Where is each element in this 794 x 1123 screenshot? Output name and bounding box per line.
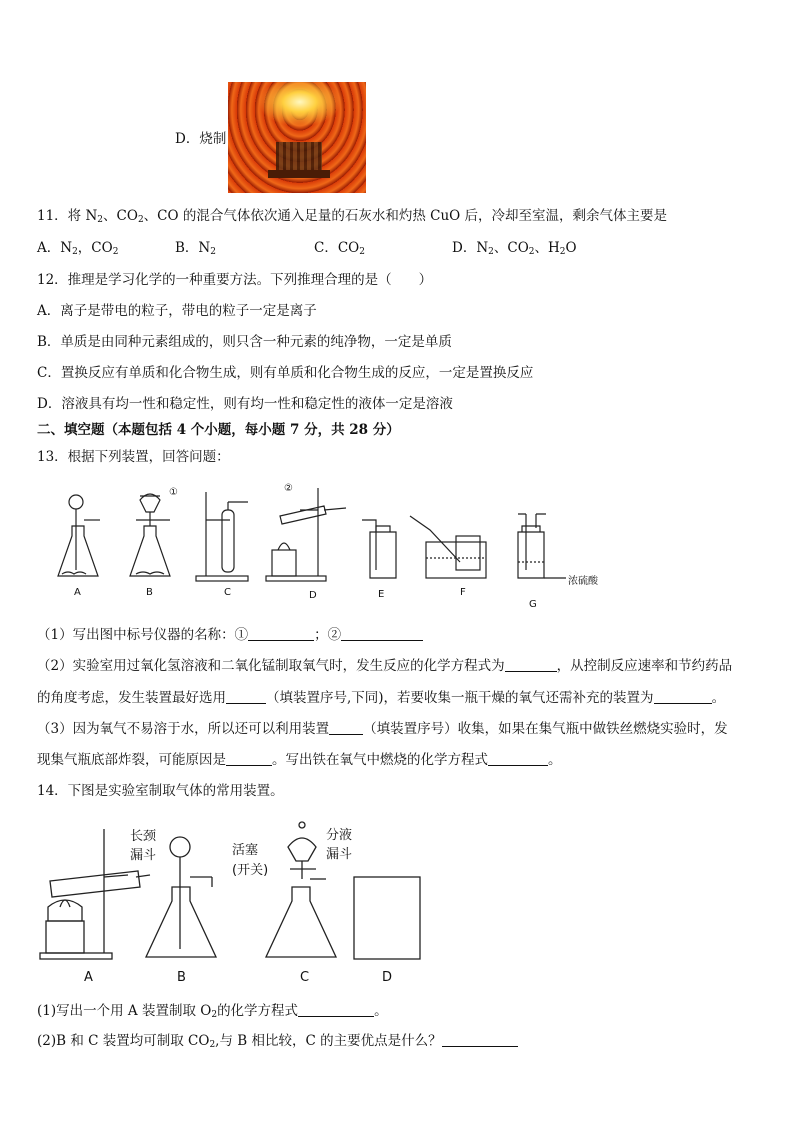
q13-apparatus-diagram bbox=[0, 480, 794, 590]
label-sep-funnel-1: 分液 bbox=[326, 828, 353, 843]
answer-blank[interactable] bbox=[226, 752, 272, 766]
label-valve-2: (开关) bbox=[232, 863, 269, 878]
q11-option-b: B．$N_2$ bbox=[175, 240, 216, 257]
answer-blank[interactable] bbox=[442, 1033, 518, 1047]
q13-label-g: G bbox=[529, 599, 537, 610]
q13-label-a: A bbox=[74, 587, 81, 598]
answer-blank[interactable] bbox=[226, 690, 266, 704]
q14-part2: (2)B 和 C 装置均可制取 $CO_2$,与 B 相比较，C 的主要优点是什么？ bbox=[37, 1032, 518, 1054]
q12-stem: 12．推理是学习化学的一种重要方法。下列推理合理的是（ ） bbox=[37, 272, 433, 288]
apparatus-c bbox=[196, 492, 248, 581]
q12-option-d: D．溶液具有均一性和稳定性，则有均一性和稳定性的液体一定是溶液 bbox=[37, 396, 453, 412]
q12-option-a: A．离子是带电的粒子，带电的粒子一定是离子 bbox=[37, 303, 317, 319]
q11-option-a: A．$N_2$，$CO_2$ bbox=[37, 240, 119, 257]
apparatus-b bbox=[146, 837, 216, 957]
answer-blank[interactable] bbox=[248, 627, 314, 641]
apparatus-g bbox=[518, 514, 566, 578]
apparatus-b bbox=[130, 494, 170, 576]
apparatus-d bbox=[266, 488, 346, 581]
label-sep-funnel-2: 漏斗 bbox=[326, 847, 353, 862]
answer-blank[interactable] bbox=[341, 627, 423, 641]
q13-part2-line1: （2）实验室用过氧化氢溶液和二氧化锰制取氧气时，发生反应的化学方程式为 ，从控制反应速率和节约药品 bbox=[37, 658, 733, 674]
q13-label-c: C bbox=[224, 587, 231, 598]
apparatus-a bbox=[58, 495, 100, 576]
q13-part3-line1: （3）因为氧气不易溶于水，所以还可以利用装置 （填装置序号）收集，如果在集气瓶中做铁丝燃烧实验时，发 bbox=[37, 721, 728, 737]
q11-stem: 11．将 $N_2$、$CO_2$、CO 的混合气体依次通入足量的石灰水和灼热 CuO 后，冷却至室温，剩余气体主要是 bbox=[37, 208, 668, 225]
q14-apparatus-diagram bbox=[0, 815, 794, 970]
q14-stem: 14．下图是实验室制取气体的常用装置。 bbox=[37, 783, 284, 799]
q11-option-d: D．$N_2$、$CO_2$、$H_2O$ bbox=[452, 240, 577, 257]
q13-label-b: B bbox=[146, 587, 153, 598]
apparatus-e bbox=[362, 520, 396, 578]
answer-blank[interactable] bbox=[488, 752, 548, 766]
answer-blank[interactable] bbox=[654, 690, 712, 704]
label-long-funnel-2: 漏斗 bbox=[130, 848, 157, 863]
q13-label-d: D bbox=[309, 590, 317, 601]
q14-label-b: B bbox=[177, 970, 186, 985]
q13-acid-label: 浓硫酸 bbox=[568, 576, 598, 587]
q13-part3-line2: 现集气瓶底部炸裂，可能原因是 。写出铁在氧气中燃烧的化学方程式 。 bbox=[37, 752, 562, 768]
q13-stem: 13．根据下列装置，回答问题： bbox=[37, 449, 230, 465]
answer-blank[interactable] bbox=[298, 1003, 374, 1017]
q14-label-c: C bbox=[300, 970, 310, 985]
apparatus-d bbox=[354, 877, 420, 959]
kiln-photo bbox=[228, 82, 366, 193]
q12-option-b: B．单质是由同种元素组成的，则只含一种元素的纯净物，一定是单质 bbox=[37, 334, 452, 350]
q13-part2-line2: 的角度考虑，发生装置最好选用 （填装置序号,下同)，若要收集一瓶干燥的氧气还需补充的装置为 。 bbox=[37, 690, 726, 706]
section-title: 二、填空题（本题包括 4 个小题，每小题 7 分，共 28 分） bbox=[37, 422, 400, 438]
q13-part1: （1）写出图中标号仪器的名称：① ；② bbox=[37, 626, 423, 644]
label-long-funnel-1: 长颈 bbox=[130, 829, 157, 844]
answer-blank[interactable] bbox=[329, 721, 363, 735]
q12-option-c: C．置换反应有单质和化合物生成，则有单质和化合物生成的反应，一定是置换反应 bbox=[37, 365, 534, 381]
q14-label-a: A bbox=[84, 970, 93, 985]
answer-blank[interactable] bbox=[505, 658, 557, 672]
q13-label-e: E bbox=[378, 589, 385, 600]
q13-mark-2: ② bbox=[284, 483, 293, 494]
label-valve-1: 活塞 bbox=[232, 843, 259, 858]
q13-label-f: F bbox=[460, 587, 466, 598]
option-d-label: D．烧制 bbox=[175, 131, 227, 147]
q13-mark-1: ① bbox=[169, 487, 178, 498]
apparatus-f bbox=[410, 516, 486, 578]
q14-label-d: D bbox=[382, 970, 393, 985]
q14-part1: (1)写出一个用 A 装置制取 $O_2$的化学方程式 。 bbox=[37, 1003, 388, 1020]
q11-option-c: C．$CO_2$ bbox=[314, 240, 365, 257]
